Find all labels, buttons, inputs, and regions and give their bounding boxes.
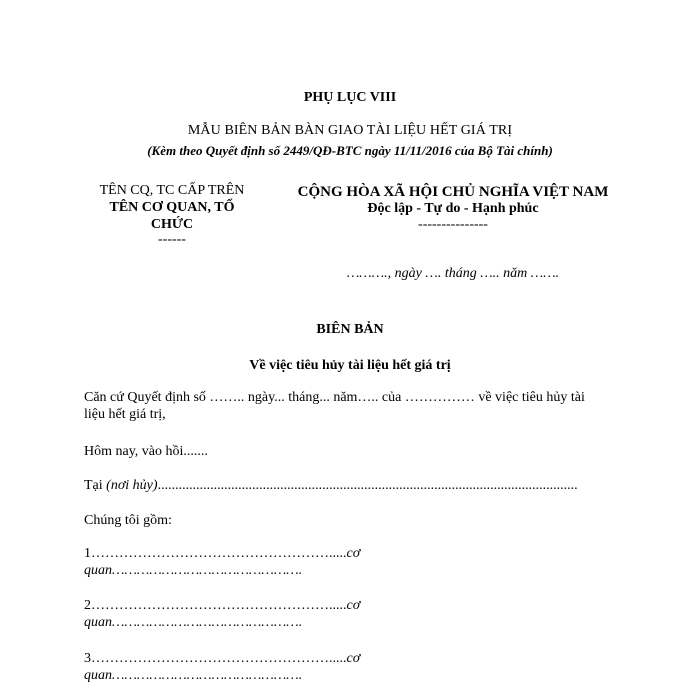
agency-name-line1: TÊN CƠ QUAN, TỔ <box>109 199 235 215</box>
nation-block <box>258 183 648 232</box>
members-title: Chúng tôi gồm: <box>84 513 172 528</box>
agency-block <box>82 183 262 247</box>
agency-name-line2: CHỨC <box>150 216 194 232</box>
member-item <box>84 598 624 632</box>
member-role-line: quan………………………………………. <box>84 667 303 683</box>
place-dots: ........................................................................................................................ <box>157 478 578 493</box>
member-item <box>84 546 624 580</box>
minutes-subject: Về việc tiêu hủy tài liệu hết giá trị <box>249 358 451 373</box>
superior-agency: TÊN CQ, TC CẤP TRÊN <box>99 183 245 198</box>
member-role-suffix: cơ <box>346 546 361 561</box>
member-role-line: quan………………………………………. <box>84 562 303 578</box>
date-line: ………., ngày …. tháng ….. năm ……. <box>346 266 560 281</box>
decision-note: (Kèm theo Quyết định số 2449/QĐ-BTC ngày 11/11/2016 của Bộ Tài chính) <box>147 143 553 158</box>
member-number-line: 2……………………………………………..... <box>84 598 347 613</box>
form-title: MẪU BIÊN BẢN BÀN GIAO TÀI LIỆU HẾT GIÁ TRỊ <box>187 123 513 138</box>
member-role-suffix: cơ <box>346 651 361 666</box>
member-role-suffix: cơ <box>346 598 361 613</box>
minutes-title: BIÊN BẢN <box>316 322 384 337</box>
appendix-title: PHỤ LỤC VIII <box>303 90 397 105</box>
agency-divider: ------ <box>158 232 186 248</box>
nation-name: CỘNG HÒA XÃ HỘI CHỦ NGHĨA VIỆT NAM <box>297 184 609 200</box>
place-hint: (nơi hủy) <box>106 478 158 493</box>
basis-line-1: Căn cứ Quyết định số …….. ngày... tháng... năm….. của …………… về việc tiêu hủy tài <box>84 390 585 405</box>
member-role-line: quan………………………………………. <box>84 614 303 630</box>
basis-paragraph <box>84 390 624 424</box>
nation-divider: --------------- <box>418 216 488 232</box>
member-item <box>84 651 624 685</box>
member-number-line: 1……………………………………………..... <box>84 546 347 561</box>
member-number-line: 3……………………………………………..... <box>84 651 347 666</box>
basis-line-2: liệu hết giá trị, <box>84 406 166 422</box>
time-line: Hôm nay, vào hồi....... <box>84 444 208 459</box>
place-prefix: Tại <box>84 478 107 493</box>
nation-motto: Độc lập - Tự do - Hạnh phúc <box>367 201 539 216</box>
place-line <box>84 478 624 495</box>
